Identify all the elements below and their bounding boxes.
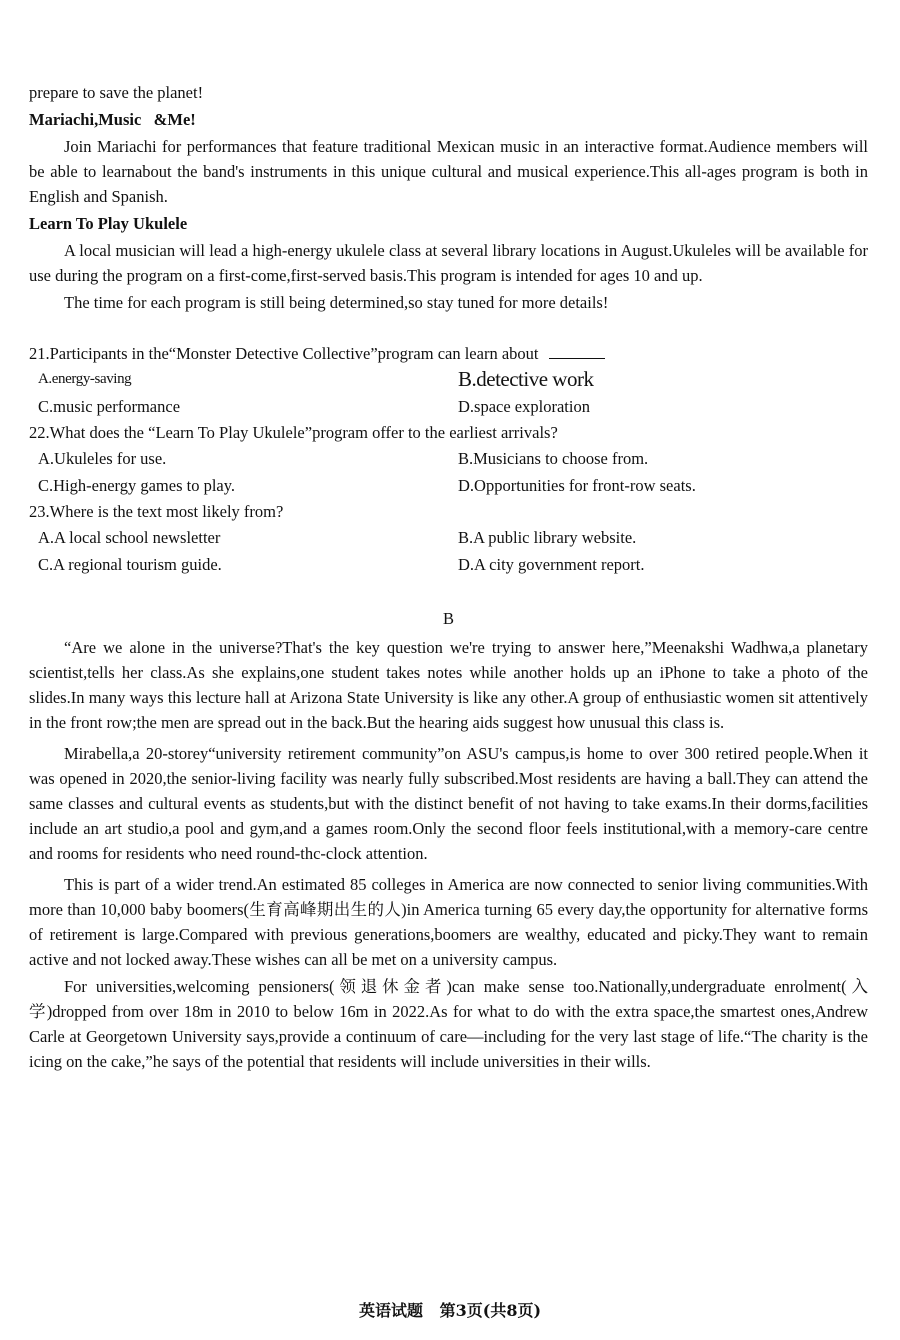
option-c: C.A regional tourism guide. bbox=[38, 555, 222, 574]
option-c: C.music performance bbox=[38, 397, 181, 416]
question-stem: 21.Participants in the“Monster Detective Collective”program can learn about bbox=[29, 344, 539, 363]
passage-b-paragraph: For universities,welcoming pensioners(领退休金者)can make sense too.Nationally,undergraduate enrolment(入学)dropped from over 18m in 2010 to below 16m in 2022.As for what to do with the extra space,the smartest ones,Andrew Carle at Georgetown University says,provide a continuum of care—including for the very last stage of life.“The charity is the icing on the cake,”he says of the potential that residents will include universities in their wills. bbox=[29, 977, 868, 1071]
section-b-label: B bbox=[442, 609, 454, 628]
question-21 bbox=[29, 341, 868, 420]
option-c: C.High-energy games to play. bbox=[38, 476, 236, 495]
mariachi-body: Join Mariachi for performances that feature traditional Mexican music in an interactive format.Audience members will be able to learnabout the band's instruments in this unique cultural and musical experience.This all-ages program is both in English and Spanish. bbox=[29, 137, 868, 206]
page-content bbox=[29, 80, 868, 1074]
option-a: A.energy-saving bbox=[38, 371, 132, 387]
option-d: D.A city government report. bbox=[458, 555, 645, 574]
mariachi-title: Mariachi,Music &Me! bbox=[29, 110, 196, 129]
option-b: B.Musicians to choose from. bbox=[458, 449, 649, 468]
option-d: D.space exploration bbox=[458, 397, 590, 416]
page-footer: 英语试题 第3页(共8页) bbox=[358, 1301, 542, 1320]
options bbox=[29, 366, 868, 420]
question-stem: 23.Where is the text most likely from? bbox=[29, 502, 284, 521]
options bbox=[29, 445, 868, 499]
question-22 bbox=[29, 420, 868, 499]
option-b: B.A public library website. bbox=[458, 528, 637, 547]
schedule-note: The time for each program is still being determined,so stay tuned for more details! bbox=[64, 293, 609, 312]
passage-b-paragraph: “Are we alone in the universe?That's the key question we're trying to answer here,”Meenakshi Wadhwa,a planetary scientist,tells her class.As she explains,one student takes notes while another holds up an iPhone to take a photo of the slides.In many ways this lecture hall at Arizona State University is like any other.A group of enthusiastic women sit attentively in the front row;the men are spread out in the back.But the hearing aids suggest how unusual this class is. bbox=[29, 638, 868, 732]
answer-blank bbox=[549, 344, 605, 359]
option-d: D.Opportunities for front-row seats. bbox=[458, 476, 696, 495]
option-b: B.detective work bbox=[458, 367, 594, 391]
ukulele-title: Learn To Play Ukulele bbox=[29, 214, 188, 233]
ukulele-body: A local musician will lead a high-energy ukulele class at several library locations in August.Ukuleles will be available for use during the program on a first-come,first-served basis.This program is intended for ages 10 and up. bbox=[29, 241, 868, 285]
option-a: A.A local school newsletter bbox=[38, 528, 221, 547]
passage-b-paragraph: This is part of a wider trend.An estimated 85 colleges in America are now connected to senior living communities.With more than 10,000 baby boomers(生育高峰期出生的人)in America turning 65 every day,the opportunity for alternative forms of retirement is large.Compared with previous generations,boomers are wealthy, educated and picky.They want to remain active and not locked away.These wishes can all be met on a university campus. bbox=[29, 875, 868, 969]
option-a: A.Ukuleles for use. bbox=[38, 449, 167, 468]
options bbox=[29, 524, 868, 578]
passage-b-paragraph: Mirabella,a 20-storey“university retirement community”on ASU's campus,is home to over 300 retired people.When it was opened in 2020,the senior-living facility was nearly fully subscribed.Most residents are having a ball.They can attend the same classes and cultural events as students,but with the distinct benefit of not having to take exams.In their dorms,facilities include an art studio,a pool and gym,and a games room.Only the second floor feels institutional,with a memory-care centre and rooms for residents who need round-thc-clock attention. bbox=[29, 744, 868, 863]
lead-line: prepare to save the planet! bbox=[29, 83, 204, 102]
question-stem: 22.What does the “Learn To Play Ukulele”program offer to the earliest arrivals? bbox=[29, 423, 558, 442]
question-23 bbox=[29, 499, 868, 578]
